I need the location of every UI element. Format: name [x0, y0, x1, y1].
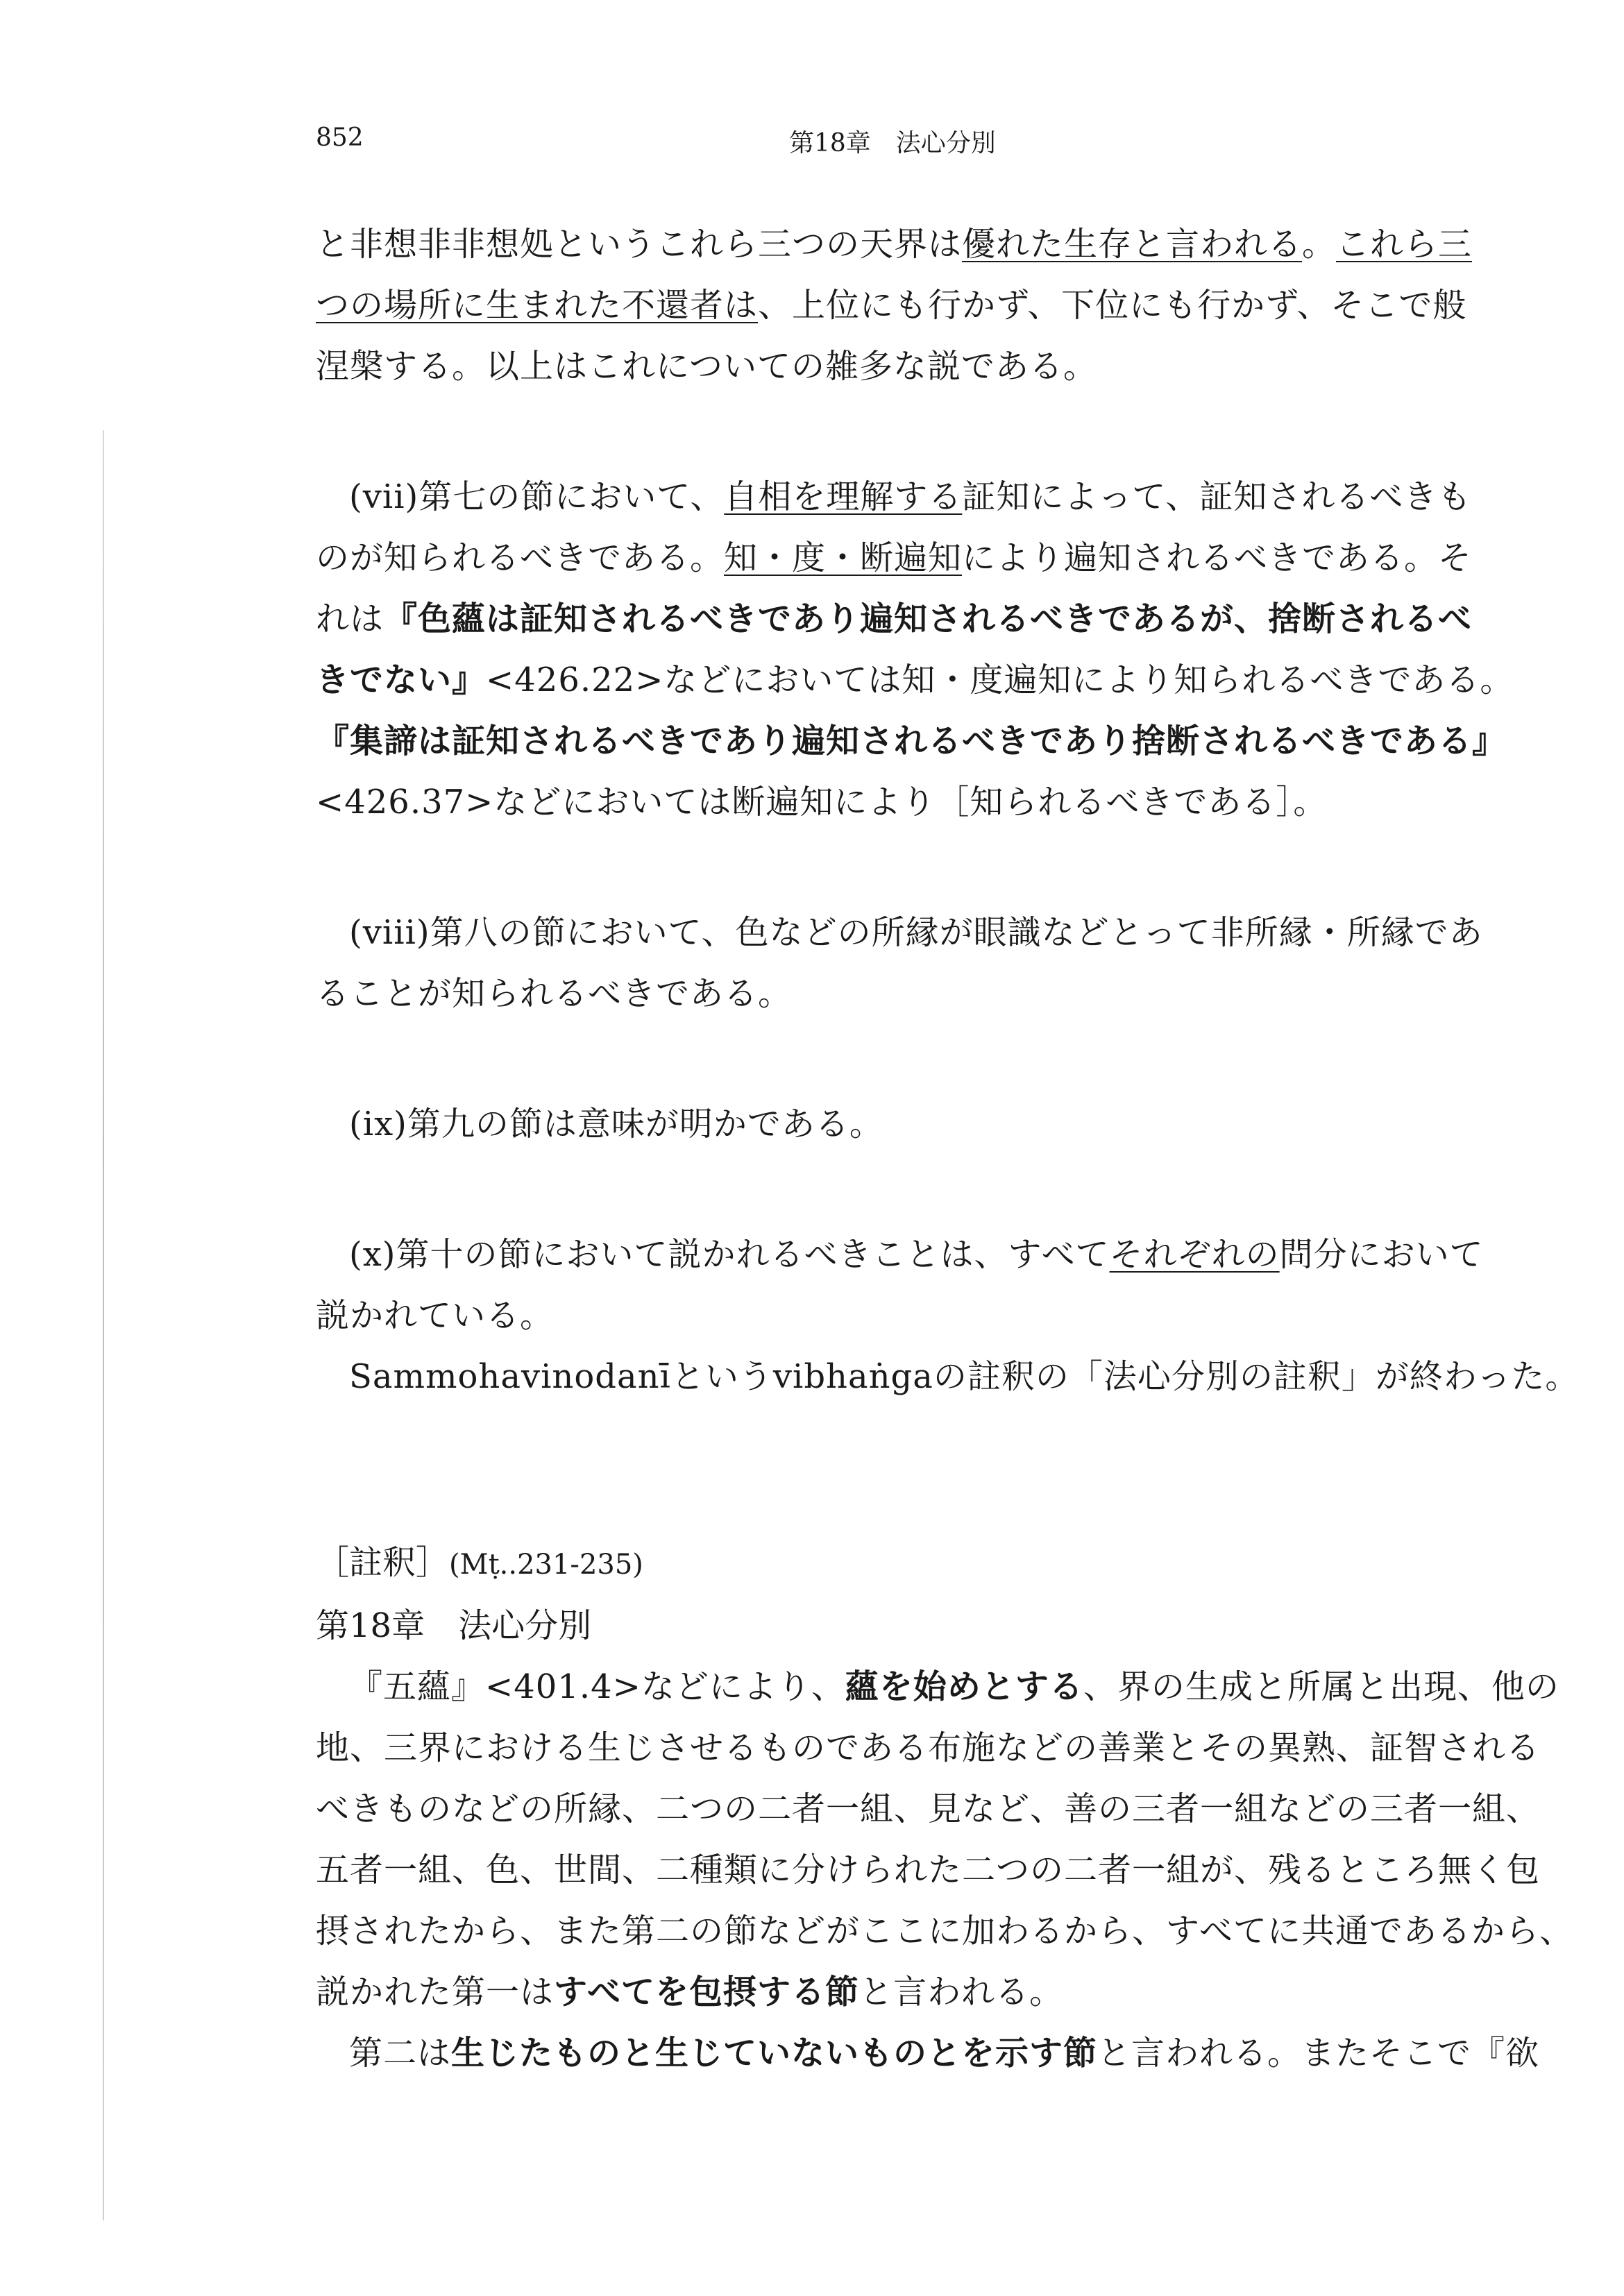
text-line [316, 711, 1507, 772]
text-line: れは『色蘊は証知されるべきであり遍知されるべきであるが、捨断されるべ [316, 599, 1473, 638]
text-line: (vii)第七の節において、自相を理解する証知によって、証知されるべきも [349, 477, 1472, 516]
paragraph-viii [316, 902, 1496, 1024]
underlined-text: 優れた生存と言われる [962, 225, 1303, 264]
bold-term: 蘊を始めとする [845, 1667, 1083, 1706]
notes-chapter-title: 第18章 法心分別 [316, 1606, 592, 1645]
paragraph-x [316, 1224, 1580, 1407]
binding-line [103, 430, 104, 2220]
underlined-text: つの場所に生まれた不還者は [316, 286, 759, 325]
text-line: 涅槃する。以上はこれについての雑多な説である。 [316, 347, 1098, 386]
text-line: (x)第十の節において説かれるべきことは、すべてそれぞれの問分において [349, 1235, 1484, 1274]
text-line: 摂されたから、また第二の節などがここに加わるから、すべてに共通であるから、 [316, 1912, 1574, 1950]
text-line: と非想非非想処というこれら三つの天界は優れた生存と言われる。これら三 [316, 225, 1473, 264]
text-line: 『五蘊』<401.4>などにより、蘊を始めとする、界の生成と所属と出現、他の [349, 1667, 1559, 1706]
running-title: 第18章 法心分別 [789, 129, 996, 158]
page-header [316, 124, 1496, 165]
notes-paragraph-1 [316, 1656, 1574, 2023]
text-line: <426.37>などにおいては断遍知により［知られるべきである］。 [316, 783, 1328, 822]
bold-term: 生じたものと生じていないものとを示す節 [451, 2034, 1098, 2073]
paragraph-continuation [316, 214, 1496, 397]
text-line: (ix)第九の節は意味が明かである。 [349, 1105, 883, 1143]
text-line: ることが知られるべきである。 [316, 974, 793, 1013]
underlined-text: 自相を理解する [724, 477, 963, 516]
colophon-line: Sammohavinodanīというvibhaṅgaの註釈の「法心分別の註釈」が終わった。 [349, 1357, 1580, 1396]
paragraph-ix [316, 1094, 1496, 1155]
notes-paragraph-2 [316, 2023, 1540, 2084]
text-line: (viii)第八の節において、色などの所縁が眼識などとって非所縁・所縁であ [349, 913, 1483, 952]
notes-reference: (Mṭ..231-235) [449, 1549, 643, 1581]
bold-quote: きでない』 [316, 661, 487, 699]
text-line: 第二は生じたものと生じていないものとを示す節と言われる。またそこで『欲 [349, 2034, 1540, 2073]
bold-quote: 『集諦は証知されるべきであり遍知されるべきであり捨断されるべきである』 [316, 722, 1507, 760]
notes-heading: ［註釈］(Mṭ..231-235) [316, 1543, 643, 1582]
paragraph-vii [316, 466, 1514, 833]
text-line: 説かれている。 [316, 1296, 555, 1335]
page-body [316, 214, 1580, 2084]
page-number: 852 [316, 124, 364, 152]
underlined-text: これら三 [1336, 225, 1473, 264]
text-line: きでない』<426.22>などにおいては知・度遍知により知られるべきである。 [316, 661, 1514, 699]
text-line: 五者一組、色、世間、二種類に分けられた二つの二者一組が、残るところ無く包 [316, 1851, 1541, 1889]
text-line: のが知られるべきである。知・度・断遍知により遍知されるべきである。そ [316, 538, 1473, 577]
underlined-text: 知・度・断遍知 [724, 538, 963, 577]
bold-term: すべてを包摂する節 [554, 1973, 860, 2012]
bold-quote: 『色蘊は証知されるべきであり遍知されるべきであるが、捨断されるべ [384, 599, 1473, 638]
text-line: べきものなどの所縁、二つの二者一組、見など、善の三者一組などの三者一組、 [316, 1789, 1541, 1828]
text-line: つの場所に生まれた不還者は、上位にも行かず、下位にも行かず、そこで般 [316, 286, 1467, 325]
text-line: 説かれた第一はすべてを包摂する節と言われる。 [316, 1973, 1064, 2012]
underlined-text: それぞれの [1109, 1235, 1280, 1274]
text-line: 地、三界における生じさせるものである布施などの善業とその異熟、証智される [316, 1728, 1541, 1767]
